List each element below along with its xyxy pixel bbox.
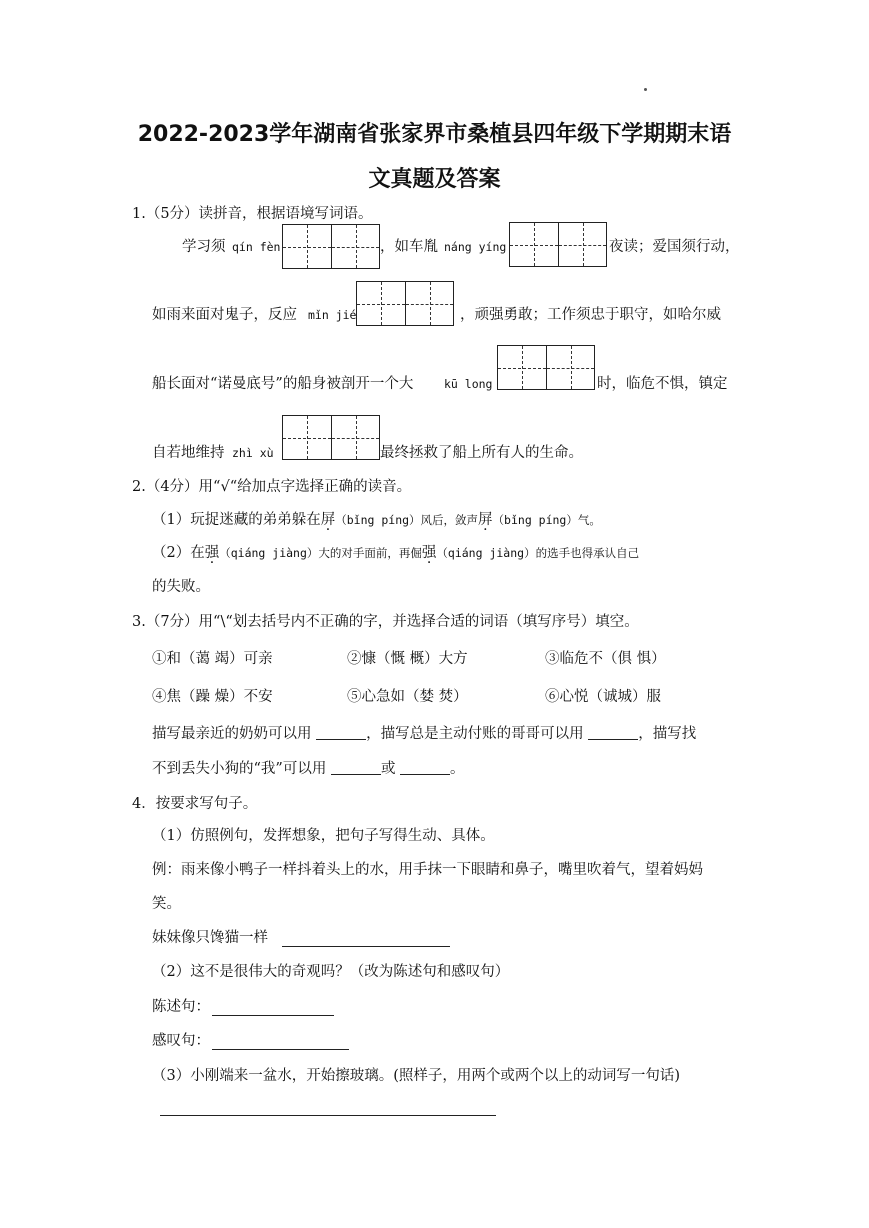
q3-option-5: ⑤心急如（婪 焚） <box>347 689 468 705</box>
q3-option-4: ④焦（躁 燥）不安 <box>152 689 273 705</box>
q1-row1-text-c: 夜读；爱国须行动， <box>609 239 740 255</box>
q2-item-2-dotted-char-2: 强 <box>421 545 437 561</box>
q1-pinyin-5: zhì xù <box>232 446 274 460</box>
q2-item-2-text-b: （qiáng jiàng）大的对手面前，再倔 <box>219 546 422 560</box>
q1-row1-text-a: 学习须 <box>182 239 226 255</box>
q4-heading: 4．按要求写句子。 <box>132 796 258 812</box>
q2-item-1-dotted-char-2: 屏 <box>478 512 493 528</box>
q4-sub-1: （1）仿照例句，发挥想象，把句子写得生动、具体。 <box>152 828 495 844</box>
q2-item-2-dotted-char-1: 强 <box>204 545 220 561</box>
q1-pinyin-2: náng yíng <box>444 240 507 254</box>
q3-option-3: ③临危不（俱 惧） <box>545 651 666 667</box>
q3-fill-line-1 <box>152 724 696 744</box>
q3-option-2: ②慷（慨 概）大方 <box>347 651 468 667</box>
q4-example-line-1: 例：雨来像小鸭子一样抖着头上的水，用手抹一下眼睛和鼻子，嘴里吹着气，望着妈妈 <box>152 862 703 878</box>
q3-blank-4[interactable] <box>400 760 450 775</box>
q3-fill-2-text-a: 不到丢失小狗的“我”可以用 <box>152 761 327 777</box>
q4-sub-3: （3）小刚端来一盆水，开始擦玻璃。(照样子，用两个或两个以上的动词写一句话) <box>152 1068 681 1084</box>
q1-writing-grid-4[interactable] <box>497 345 595 390</box>
q1-row4-text-a: 自若地维持 <box>152 445 225 461</box>
q3-blank-2[interactable] <box>588 725 638 740</box>
q2-item-2-continued: 的失败。 <box>152 579 210 595</box>
q3-fill-1-text-c: ，描写找 <box>638 726 697 742</box>
q3-fill-1-text-b: ，描写总是主动付账的哥哥可以用 <box>366 726 584 742</box>
q1-writing-grid-2[interactable] <box>509 222 607 267</box>
q4-answer-line-3[interactable] <box>160 1115 496 1116</box>
q3-blank-1[interactable] <box>316 725 366 740</box>
q1-pinyin-4: kū long <box>444 377 493 391</box>
page-title-line1: 2022-2023学年湖南省张家界市桑植县四年级下学期期末语 <box>137 122 732 147</box>
q2-item-2-text-a: （2）在 <box>152 545 205 561</box>
q4-statement-label: 陈述句： <box>152 999 210 1015</box>
scan-dot <box>644 88 647 91</box>
q1-row2-text-b: ，顽强勇敢；工作须忠于职守，如哈尔威 <box>460 307 721 323</box>
q1-writing-grid-5[interactable] <box>282 415 380 460</box>
q3-fill-line-2 <box>152 759 465 779</box>
q1-row3-text-b: 时，临危不惧，镇定 <box>597 376 728 392</box>
q3-option-6: ⑥心悦（诚城）服 <box>545 689 661 705</box>
q4-prompt-1: 妹妹像只馋猫一样 <box>152 930 268 946</box>
q4-sub-2: （2）这不是很伟大的奇观吗？（改为陈述句和感叹句） <box>152 964 510 980</box>
q2-item-1-text-c: （bǐng píng）气。 <box>492 513 601 527</box>
q3-blank-3[interactable] <box>331 760 381 775</box>
q2-item-1-text-b: （bǐng píng）风后，敛声 <box>335 513 479 527</box>
q4-exclamation-label: 感叹句： <box>152 1033 210 1049</box>
q1-heading: 1.（5分）读拼音，根据语境写词语。 <box>132 206 373 222</box>
q2-heading: 2.（4分）用“√“给加点字选择正确的读音。 <box>132 479 412 495</box>
q2-item-1-text-a: （1）玩捉迷藏的弟弟躲在 <box>152 512 321 528</box>
q1-row4-text-b: 最终拯救了船上所有人的生命。 <box>380 445 583 461</box>
q1-row1-text-b: ，如车胤 <box>380 239 438 255</box>
q1-pinyin-1: qín fèn <box>232 240 281 254</box>
q3-option-1: ①和（蔼 竭）可亲 <box>152 651 273 667</box>
q4-answer-line-1[interactable] <box>282 946 450 947</box>
q2-item-2-text-c: （qiáng jiàng）的选手也得承认自己 <box>436 546 640 560</box>
q4-exclamation-answer-line[interactable] <box>212 1049 349 1050</box>
q1-row2-text-a: 如雨来面对鬼子，反应 <box>152 307 297 323</box>
q3-heading: 3.（7分）用“\“划去括号内不正确的字，并选择合适的词语（填写序号）填空。 <box>132 614 639 630</box>
q2-item-2 <box>152 543 639 563</box>
page-title-line2: 文真题及答案 <box>368 167 501 192</box>
q1-pinyin-3: mǐn jié <box>308 308 357 322</box>
q3-fill-1-text-a: 描写最亲近的奶奶可以用 <box>152 726 312 742</box>
q2-item-1-dotted-char-1: 屏 <box>320 512 336 528</box>
q1-writing-grid-1[interactable] <box>282 224 380 269</box>
q2-item-1 <box>152 510 601 530</box>
q4-example-line-2: 笑。 <box>152 896 181 912</box>
q1-row3-text-a: 船长面对“诺曼底号”的船身被剖开一个大 <box>152 376 414 392</box>
q1-writing-grid-3[interactable] <box>356 281 454 326</box>
q3-fill-2-text-c: 。 <box>450 761 465 777</box>
q4-statement-answer-line[interactable] <box>212 1015 334 1016</box>
q3-fill-2-text-b: 或 <box>380 761 396 777</box>
